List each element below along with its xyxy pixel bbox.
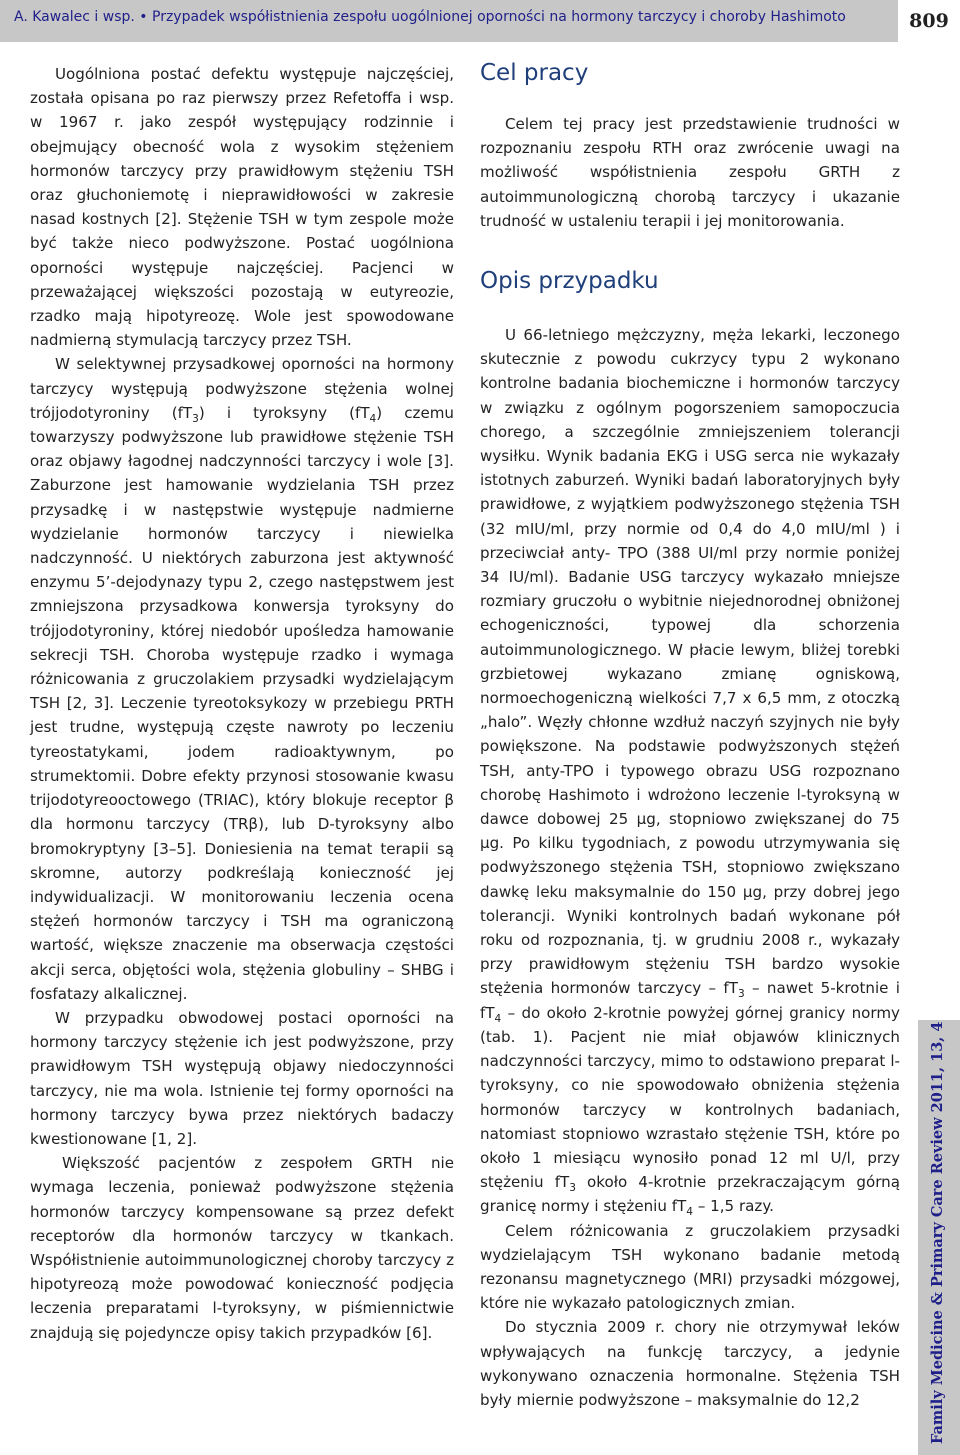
journal-citation: Family Medicine & Primary Care Review 2011, 13, 4 xyxy=(929,1021,946,1444)
text-run: W selektywnej przysadkowej oporności na hormony tarczycy występują podwyższone stężenia wolnej trójjodotyroniny (fT xyxy=(30,355,454,422)
paragraph-pituitary-resistance xyxy=(30,352,454,1005)
running-title: A. Kawalec i wsp. • Przypadek współistnienia zespołu uogólnionej oporności na hormony tarczycy i choroby Hashimoto xyxy=(14,9,846,25)
subscript: 3 xyxy=(569,1182,576,1195)
page-number: 809 xyxy=(898,0,960,42)
text-run: ) czemu towarzyszy podwyższone lub prawidłowe stężenie TSH oraz objawy łagodnej nadczynności tarczycy i wole [3]. Zaburzone jest hamowanie wydzielania TSH przez przysadkę i w następstwie występuje nadmierne wydzielanie hormonów tarczycy i niewielka nadczynność. U niektórych zaburzona jest aktywność enzymu 5’-dejodynazy typu 2, czego następstwem jest zmniejszona przysadkowa konwersja tyroksyny do trójjodotyroniny, której niedobór upośledza hamowanie sekrecji TSH. Choroba występuje rzadko i wymaga różnicowania z gruczolakiem przysadki wydzielającym TSH [2, 3]. Leczenie tyreotoksykozy w przebiegu PRTH jest trudne, występują częste nawroty po leczeniu tyreostatykami, jodem radioaktywnym, po strumektomii. Dobre efekty przynosi stosowanie kwasu trijodotyreooctowego (TRIAC), który blokuje receptor β dla hormonu tarczycy (TRβ), lub D-tyroksyny albo bromokryptyny [3–5]. Doniesienia na temat terapii są skromne, autorzy podkreślają konieczność jej indywidualizacji. W monitorowaniu leczenia ocena stężeń hormonów tarczycy i TSH ma ograniczoną wartość, większe znaczenie ma obserwacja częstości akcji serca, objętości wola, stężenia globuliny – SHBG i fosfatazy alkalicznej. xyxy=(30,403,454,1003)
text-run: – nawet 5-krotnie i fT xyxy=(480,979,900,1022)
aim-section xyxy=(480,112,900,233)
text-run: – do około 2-krotnie powyżej górnej granicy normy (tab. 1). Pacjent nie miał objawów klinicznych nadczynności tarczycy, mimo to odstawiono preparat l-tyroksyny, co nie spowodowało obniżenia stężenia hormonów tarczycy w kontrolnych badaniach, natomiast stopniowo wzrastało stężenie TSH, które po około 1 miesiącu wynosiło ponad 12 ml U/l, przy stężeniu fT xyxy=(480,1003,900,1192)
subscript: 3 xyxy=(192,412,199,425)
section-heading-aim: Cel pracy xyxy=(480,60,589,86)
paragraph-mri: Celem różnicowania z gruczolakiem przysadki wydzielającym TSH wykonano badanie metodą rezonansu magnetycznego (MRI) przysadki mózgowej, które nie wykazało patologicznych zmian. xyxy=(480,1221,900,1313)
subscript: 4 xyxy=(369,412,377,425)
subscript: 4 xyxy=(494,1012,502,1025)
paragraph-grth-treatment: Większość pacjentów z zespołem GRTH nie wymaga leczenia, ponieważ podwyższone stężenia hormonów tarczycy kompensowane są przez defekt receptorów dla hormonów tarczycy w tkankach. Współistnienie autoimmunologicznej choroby tarczycy z hipotyreozą może powodować konieczność podjęcia leczenia preparatami l-tyroksyny, w piśmiennictwie znajdują się pojedyncze opisy takich przypadków [6]. xyxy=(30,1154,454,1342)
paragraph-peripheral-resistance: W przypadku obwodowej postaci oporności na hormony tarczycy stężenie ich jest podwyższone, przy prawidłowym TSH występują objawy niedoczynności tarczycy, nie ma wola. Istnienie tej formy oporności na hormony tarczycy bywa przez niektórych badaczy kwestionowane [1, 2]. xyxy=(30,1008,454,1148)
left-column xyxy=(30,62,454,1345)
paragraph-aim: Celem tej pracy jest przedstawienie trudności w rozpoznaniu zespołu RTH oraz zwrócenie uwagi na możliwość współistnienia zespołu GRTH z autoimmunologiczną chorobą tarczycy i ukazanie trudność w ustaleniu terapii i jej monitorowania. xyxy=(480,115,900,230)
subscript: 3 xyxy=(737,988,745,1001)
running-header xyxy=(0,0,960,42)
section-heading-case: Opis przypadku xyxy=(480,268,659,294)
text-run: około 4-krotnie przekraczającym górną granicę normy i stężeniu fT xyxy=(480,1173,900,1216)
case-section xyxy=(480,323,900,1412)
text-run: – 1,5 razy. xyxy=(693,1197,774,1216)
text-run: ) i tyroksyny (fT xyxy=(198,403,370,422)
paragraph-case-description xyxy=(480,323,900,1219)
paragraph-generalized-form: Uogólniona postać defektu występuje najczęściej, została opisana po raz pierwszy przez Refetoffa i wsp. w 1967 r. jako zespół występujący rodzinnie i obejmujący obecność wola z wysokim stężeniem hormonów tarczycy przy prawidłowym stężeniu TSH oraz głuchoniemotę i nieprawidłowości w zakresie nasad kostnych [2]. Stężenie TSH w tym zespole może być także nieco podwyższone. Postać uogólniona oporności występuje najczęściej. Pacjenci w przeważającej większości pozostają w eutyreozie, rzadko mają hipotyreozę. Wole jest spowodowane nadmierną stymulacją tarczycy przez TSH. xyxy=(30,65,454,350)
text-run: U 66-letniego mężczyzny, męża lekarki, leczonego skutecznie z powodu cukrzycy typu 2 wykonano kontrolne badania biochemiczne i hormonów tarczycy w związku z ogólnym pogorszeniem samopoczucia chorego, a szczególnie zmniejszeniem tolerancji wysiłku. Wynik badania EKG i USG serca nie wykazały istotnych zaburzeń. Wyniki badań laboratoryjnych były prawidłowe, z wyjątkiem podwyższonego stężenia TSH (32 mIU/ml, przy normie od 0,4 do 4,0 mIU/ml ) i przeciwciał anty- TPO (388 UI/ml przy normie poniżej 34 IU/ml). Badanie USG tarczycy wykazało mniejsze rozmiary gruczołu o wybitnie niejednorodnej obniżonej echogeniczności, typowej dla schorzenia autoimmunologicznego. W płacie lewym, bliżej torebki grzbietowej wykazano zmianę ogniskową, normoechogeniczną wielkości 7,7 x 6,5 mm, z otoczką „halo”. Węzły chłonne wzdłuż naczyń szyjnych nie były powiększone. Na podstawie podwyższonych stężeń TSH, anty-TPO i typowego obrazu USG rozpoznano chorobę Hashimoto i wdrożono leczenie l-tyroksyną w dawce dobowej 25 μg, stopniowo zwiększanej do 75 μg. Po kilku tygodniach, z powodu utrzymywania się podwyższonego stężenia TSH, stopniowo zwiększano dawkę leku maksymalnie do 150 μg, przy dobrej jego tolerancji. Wyniki kontrolnych badań wykonane pół roku od rozpoznania, tj. w grudniu 2008 r., wykazały przy prawidłowym stężeniu TSH bardzo wysokie stężenia hormonów tarczycy – fT xyxy=(480,326,900,998)
subscript: 4 xyxy=(686,1206,694,1219)
paragraph-followup: Do stycznia 2009 r. chory nie otrzymywał leków wpływających na funkcję tarczycy, a jedynie wykonywano oznaczenia hormonalne. Stężenia TSH były miernie podwyższone – maksymalnie do 12,2 xyxy=(480,1318,900,1409)
